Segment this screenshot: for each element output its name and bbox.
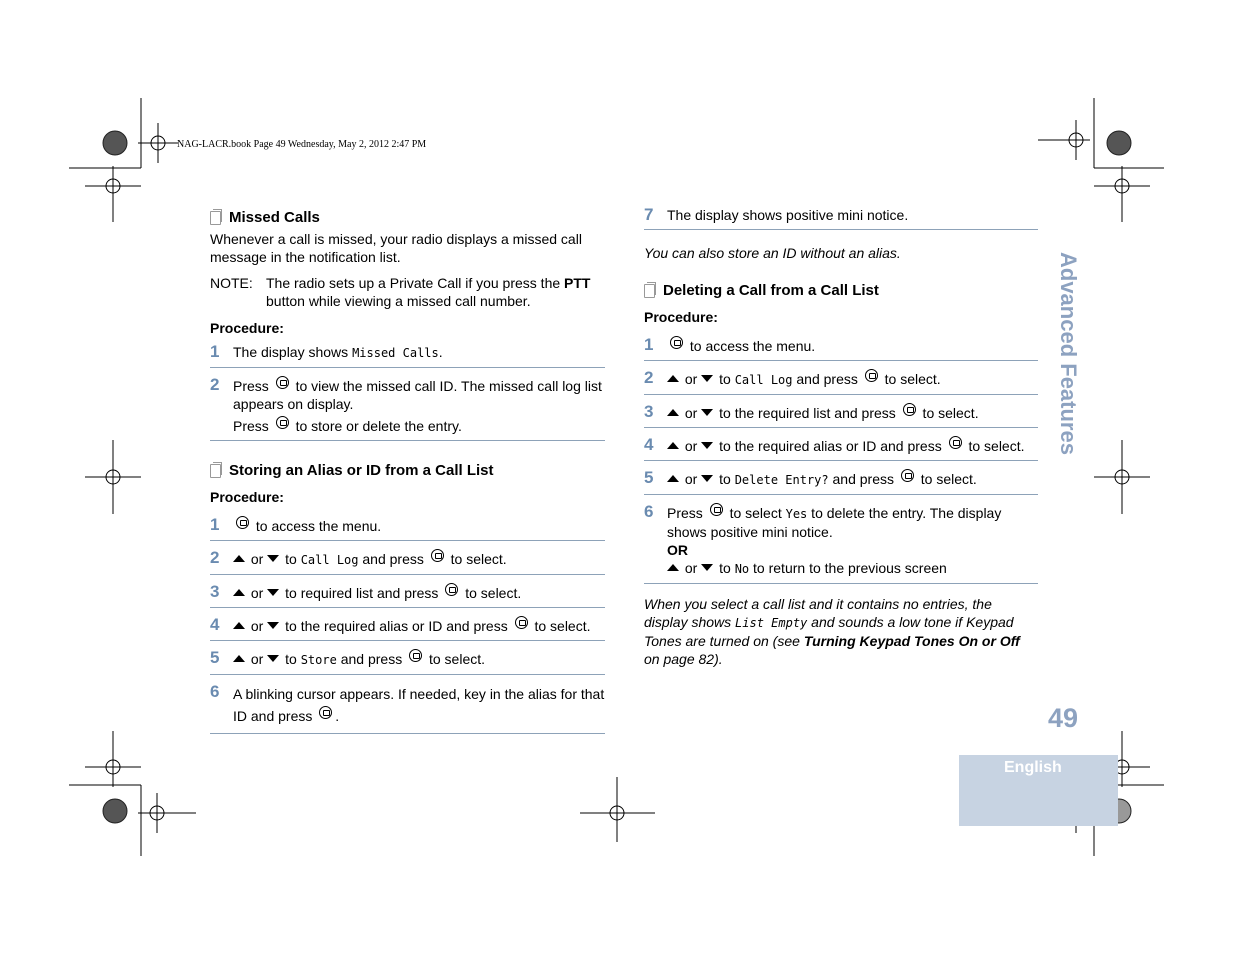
page-number: 49: [1048, 703, 1079, 733]
step: 6 A blinking cursor appears. If needed, key in the alias for that ID and press .: [210, 675, 605, 734]
right-column: [644, 206, 1038, 668]
up-arrow-icon: [233, 655, 245, 662]
step: 2 or to Call Log and press to select.: [644, 361, 1038, 395]
step: 4 or to the required alias or ID and press to select.: [210, 608, 605, 641]
section-bookmark-icon: [210, 464, 221, 478]
section-tab-title: Advanced Features: [1056, 252, 1081, 455]
step: 5 or to Store and press to select.: [210, 641, 605, 675]
step: 3 or to the required list and press to select.: [644, 395, 1038, 428]
step: 6 Press to select Yes to delete the entry. The display shows positive mini notice. OR or to No to return to the previous screen: [644, 495, 1038, 584]
menu-ok-button-icon: [276, 376, 289, 389]
down-arrow-icon: [267, 555, 279, 562]
step: 4 or to the required alias or ID and press to select.: [644, 428, 1038, 461]
menu-ok-button-icon: [515, 616, 528, 629]
procedure-label: Procedure:: [210, 320, 284, 336]
paragraph: Whenever a call is missed, your radio displays a missed call message in the notification list.: [210, 231, 582, 265]
down-arrow-icon: [701, 442, 713, 449]
paragraph: You can also store an ID without an alias.: [644, 245, 901, 261]
menu-ok-button-icon: [319, 706, 332, 719]
procedure-label: Procedure:: [644, 309, 718, 325]
up-arrow-icon: [233, 589, 245, 596]
step-list: [210, 510, 605, 734]
note: [210, 274, 605, 310]
procedure-label: Procedure:: [210, 489, 284, 505]
section-bookmark-icon: [644, 284, 655, 298]
up-arrow-icon: [667, 375, 679, 382]
step-list: [644, 330, 1038, 584]
up-arrow-icon: [667, 409, 679, 416]
menu-ok-button-icon: [949, 436, 962, 449]
step-list: [210, 339, 605, 441]
step: 2 Press to view the missed call ID. The missed call log list appears on display. Press to store or delete the entry.: [210, 368, 605, 441]
note-text: The radio sets up a Private Call if you press the PTT button while viewing a missed call number.: [266, 275, 591, 309]
paragraph: When you select a call list and it contains no entries, the display shows List Empty and sounds a low tone if Keypad Tones are turned on (see Turning Keypad Tones On or Off on page 82).: [644, 596, 1020, 667]
left-column: [210, 209, 605, 734]
section-bookmark-icon: [210, 211, 221, 225]
step: 1 to access the menu.: [644, 330, 1038, 361]
step: 3 or to required list and press to select.: [210, 575, 605, 608]
section-heading-storing-alias: Storing an Alias or ID from a Call List: [210, 462, 605, 480]
menu-ok-button-icon: [903, 403, 916, 416]
up-arrow-icon: [233, 555, 245, 562]
down-arrow-icon: [701, 564, 713, 571]
step: 1 The display shows Missed Calls.: [210, 339, 605, 368]
menu-ok-button-icon: [445, 583, 458, 596]
down-arrow-icon: [701, 375, 713, 382]
menu-ok-button-icon: [409, 649, 422, 662]
up-arrow-icon: [667, 442, 679, 449]
step: 7 The display shows positive mini notice.: [644, 206, 1038, 230]
menu-ok-button-icon: [236, 516, 249, 529]
language-tab-label: English: [1004, 759, 1062, 776]
step: 1 to access the menu.: [210, 510, 605, 541]
up-arrow-icon: [667, 564, 679, 571]
step: 5 or to Delete Entry? and press to select.: [644, 461, 1038, 495]
menu-ok-button-icon: [276, 416, 289, 429]
up-arrow-icon: [233, 622, 245, 629]
down-arrow-icon: [267, 655, 279, 662]
note-label: NOTE:: [210, 275, 253, 291]
menu-ok-button-icon: [901, 469, 914, 482]
menu-ok-button-icon: [710, 503, 723, 516]
menu-ok-button-icon: [431, 549, 444, 562]
section-heading-deleting-call: Deleting a Call from a Call List: [644, 282, 1038, 300]
step: 2 or to Call Log and press to select.: [210, 541, 605, 575]
print-header: NAG-LACR.book Page 49 Wednesday, May 2, 2012 2:47 PM: [177, 139, 427, 150]
section-heading-missed-calls: Missed Calls: [210, 209, 605, 227]
down-arrow-icon: [701, 409, 713, 416]
menu-ok-button-icon: [670, 336, 683, 349]
down-arrow-icon: [267, 622, 279, 629]
down-arrow-icon: [701, 475, 713, 482]
up-arrow-icon: [667, 475, 679, 482]
menu-ok-button-icon: [865, 369, 878, 382]
down-arrow-icon: [267, 589, 279, 596]
